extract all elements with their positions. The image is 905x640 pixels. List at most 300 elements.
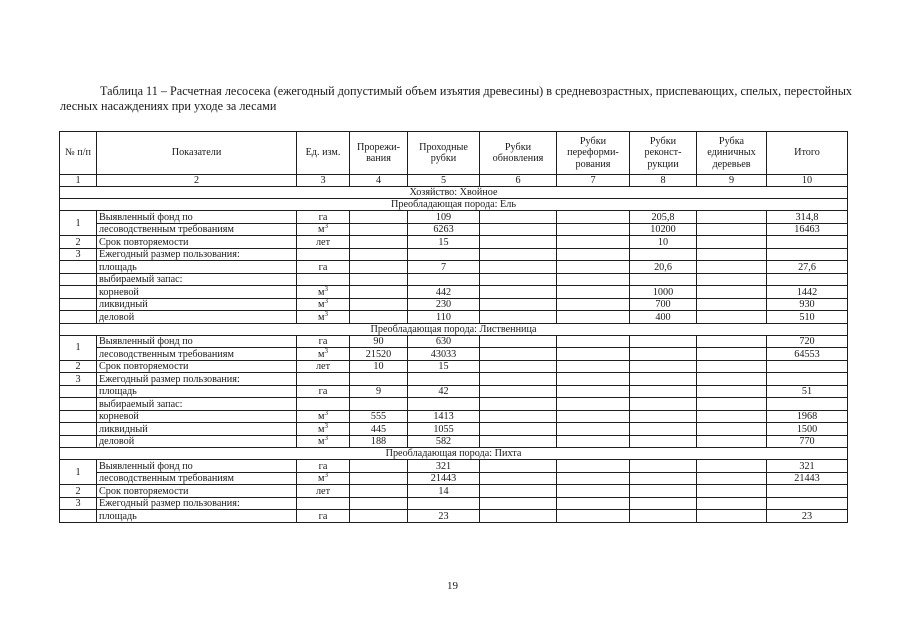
value-single [697,261,767,274]
unit-cell [297,348,350,361]
value-thinning [350,211,408,224]
value-single [697,373,767,386]
value-renewal [480,435,557,448]
value-total [767,360,848,373]
value-renewal [480,485,557,498]
row-num [60,423,97,436]
value-passage: 630 [408,335,480,348]
section-row-spruce [60,199,848,211]
unit-m: м [318,311,325,323]
value-thinning [350,273,408,286]
value-thinning [350,398,408,411]
value-renewal [480,460,557,473]
value-reconstr [630,348,697,361]
unit-cell [297,311,350,324]
unit-cell [297,223,350,236]
value-passage: 21443 [408,472,480,485]
row-label: Срок повторяемости [97,360,297,373]
value-renewal [480,286,557,299]
table-row [60,497,848,510]
row-num [60,510,97,523]
header-single: Рубка единичных деревьев [697,132,767,175]
value-single [697,472,767,485]
value-reform [557,298,630,311]
value-renewal [480,248,557,261]
row-label: Ежегодный размер пользования: [97,248,297,261]
value-thinning [350,223,408,236]
value-renewal [480,410,557,423]
value-reform [557,373,630,386]
value-passage [408,273,480,286]
value-renewal [480,398,557,411]
section-title-fir: Преобладающая порода: Пихта [60,448,848,460]
colnum: 2 [97,175,297,187]
value-total: 770 [767,435,848,448]
value-total: 1968 [767,410,848,423]
row-num [60,273,97,286]
row-label: Выявленный фонд по [97,460,297,473]
value-reconstr [630,360,697,373]
value-passage [408,398,480,411]
value-reform [557,398,630,411]
value-thinning: 188 [350,435,408,448]
value-reform [557,360,630,373]
unit-m: м [318,286,325,298]
row-num: 2 [60,360,97,373]
value-reform [557,510,630,523]
value-single [697,236,767,249]
value-total: 23 [767,510,848,523]
table-row [60,261,848,274]
unit-m: м [318,299,325,310]
value-passage: 109 [408,211,480,224]
value-passage: 43033 [408,348,480,361]
value-total: 1500 [767,423,848,436]
value-single [697,335,767,348]
value-renewal [480,236,557,249]
unit-cell [297,472,350,485]
unit-cell [297,298,350,311]
value-single [697,286,767,299]
row-label: Ежегодный размер пользования: [97,497,297,510]
unit-cell [297,410,350,423]
unit-sup: 3 [324,347,328,355]
farm-title: Хозяйство: Хвойное [60,187,848,199]
value-reconstr [630,460,697,473]
value-single [697,348,767,361]
value-single [697,248,767,261]
row-label: деловой [97,435,297,448]
value-total: 64553 [767,348,848,361]
row-num [60,385,97,398]
table-row [60,236,848,249]
table-row [60,298,848,311]
row-num [60,286,97,299]
table-row [60,410,848,423]
value-reform [557,273,630,286]
value-passage: 23 [408,510,480,523]
value-reform [557,385,630,398]
value-renewal [480,510,557,523]
table-row [60,485,848,498]
table-row [60,460,848,473]
table-row [60,510,848,523]
value-total: 314,8 [767,211,848,224]
value-thinning: 445 [350,423,408,436]
table-row [60,248,848,261]
unit-cell [297,286,350,299]
row-num [60,410,97,423]
value-total [767,485,848,498]
header-indicators: Показатели [97,132,297,175]
value-single [697,398,767,411]
row-num: 1 [60,335,97,360]
value-single [697,423,767,436]
row-label: Ежегодный размер пользования: [97,373,297,386]
value-passage [408,248,480,261]
value-reform [557,335,630,348]
row-num [60,311,97,324]
table-row [60,398,848,411]
value-renewal [480,348,557,361]
value-thinning [350,236,408,249]
value-reconstr [630,485,697,498]
colnum: 9 [697,175,767,187]
value-renewal [480,423,557,436]
table-row [60,472,848,485]
value-renewal [480,273,557,286]
table-caption: Таблица 11 – Расчетная лесосека (ежегодный допустимый объем изъятия древесины) в средневозрастных, приспевающих, спелых, перестойных лесных насаждениях при уходе за лесами [60,84,852,113]
value-renewal [480,472,557,485]
value-single [697,410,767,423]
row-num: 1 [60,211,97,236]
allowable-cut-table [59,131,848,523]
colnum: 7 [557,175,630,187]
value-single [697,298,767,311]
table-row [60,435,848,448]
unit-m: м [318,411,325,422]
unit-sup: 3 [324,422,328,430]
unit-cell: лет [297,236,350,249]
value-thinning [350,298,408,311]
value-reform [557,223,630,236]
value-total [767,236,848,249]
value-reform [557,261,630,274]
value-single [697,311,767,324]
value-reconstr [630,335,697,348]
value-renewal [480,211,557,224]
farm-row [60,187,848,199]
value-total: 21443 [767,472,848,485]
row-label: ликвидный [97,423,297,436]
value-single [697,460,767,473]
row-label: Выявленный фонд по [97,335,297,348]
unit-sup: 3 [324,223,328,230]
row-label: площадь [97,385,297,398]
table-row [60,273,848,286]
header-total: Итого [767,132,848,175]
colnum: 10 [767,175,848,187]
unit-cell [297,273,350,286]
value-renewal [480,335,557,348]
value-renewal [480,261,557,274]
unit-cell [297,248,350,261]
value-renewal [480,373,557,386]
value-thinning: 21520 [350,348,408,361]
value-reform [557,286,630,299]
value-thinning [350,472,408,485]
table-row [60,335,848,348]
value-reform [557,236,630,249]
value-reconstr [630,435,697,448]
section-title-spruce: Преобладающая порода: Ель [60,199,848,211]
value-passage: 110 [408,311,480,324]
value-single [697,273,767,286]
unit-m: м [318,473,325,484]
header-reform: Рубки переформи-рования [557,132,630,175]
value-passage: 14 [408,485,480,498]
value-reconstr: 700 [630,298,697,311]
section-title-larch: Преобладающая порода: Лиственница [60,323,848,335]
value-reconstr: 205,8 [630,211,697,224]
value-reconstr [630,510,697,523]
value-passage: 6263 [408,223,480,236]
value-passage: 1055 [408,423,480,436]
value-passage: 230 [408,298,480,311]
value-reform [557,311,630,324]
header-thinning: Прорежи-вания [350,132,408,175]
value-single [697,497,767,510]
value-thinning [350,261,408,274]
value-thinning: 9 [350,385,408,398]
value-reform [557,423,630,436]
row-num [60,435,97,448]
value-reconstr [630,472,697,485]
table-row [60,286,848,299]
unit-cell: лет [297,485,350,498]
unit-m: м [318,348,325,360]
row-label: лесоводственным требованиям [97,223,297,236]
value-thinning [350,460,408,473]
value-single [697,435,767,448]
unit-cell: га [297,211,350,224]
value-thinning [350,248,408,261]
value-single [697,360,767,373]
value-reform [557,497,630,510]
value-passage: 15 [408,236,480,249]
row-num: 2 [60,485,97,498]
unit-cell: га [297,385,350,398]
value-total: 51 [767,385,848,398]
unit-sup: 3 [324,410,328,417]
value-total [767,373,848,386]
value-total: 720 [767,335,848,348]
unit-cell: лет [297,360,350,373]
value-total: 930 [767,298,848,311]
value-reform [557,472,630,485]
value-reform [557,485,630,498]
unit-sup: 3 [324,435,328,442]
table-row [60,348,848,361]
value-reconstr [630,410,697,423]
value-renewal [480,311,557,324]
row-num: 3 [60,373,97,386]
value-passage: 582 [408,435,480,448]
value-single [697,223,767,236]
unit-cell: га [297,510,350,523]
value-reconstr [630,373,697,386]
row-num: 3 [60,497,97,510]
row-num: 1 [60,460,97,485]
table-row [60,311,848,324]
colnum: 8 [630,175,697,187]
row-label: Срок повторяемости [97,485,297,498]
value-renewal [480,223,557,236]
value-single [697,385,767,398]
value-total [767,248,848,261]
value-total: 27,6 [767,261,848,274]
header-reconstr: Рубки реконст-рукции [630,132,697,175]
value-reconstr [630,423,697,436]
value-total: 510 [767,311,848,324]
value-reform [557,348,630,361]
unit-sup: 3 [324,472,328,479]
value-single [697,510,767,523]
value-reconstr [630,248,697,261]
value-thinning [350,286,408,299]
table-row [60,211,848,224]
value-total [767,398,848,411]
row-num [60,261,97,274]
value-reconstr [630,273,697,286]
unit-m: м [318,436,325,447]
table-row [60,223,848,236]
row-label: выбираемый запас: [97,398,297,411]
row-num [60,298,97,311]
row-label: выбираемый запас: [97,273,297,286]
value-renewal [480,298,557,311]
value-reconstr [630,398,697,411]
row-label: Выявленный фонд по [97,211,297,224]
section-row-fir [60,448,848,460]
row-num [60,398,97,411]
value-total: 321 [767,460,848,473]
value-thinning [350,485,408,498]
value-reconstr [630,385,697,398]
unit-m: м [318,224,325,235]
row-num: 2 [60,236,97,249]
unit-cell [297,398,350,411]
header-row [60,132,848,175]
colnum: 6 [480,175,557,187]
table-row [60,373,848,386]
row-label: ликвидный [97,298,297,311]
value-renewal [480,385,557,398]
column-number-row [60,175,848,187]
row-label: лесоводственным требованиям [97,348,297,361]
value-passage: 442 [408,286,480,299]
value-total: 16463 [767,223,848,236]
header-unit: Ед. изм. [297,132,350,175]
colnum: 4 [350,175,408,187]
value-total [767,273,848,286]
value-passage: 1413 [408,410,480,423]
unit-cell [297,423,350,436]
value-thinning: 90 [350,335,408,348]
colnum: 5 [408,175,480,187]
value-reconstr: 10 [630,236,697,249]
value-thinning [350,311,408,324]
value-reform [557,248,630,261]
table-row [60,423,848,436]
value-thinning [350,497,408,510]
value-total: 1442 [767,286,848,299]
table-row [60,385,848,398]
unit-sup: 3 [324,285,328,293]
row-num: 3 [60,248,97,261]
header-passage: Проходные рубки [408,132,480,175]
colnum: 1 [60,175,97,187]
value-reconstr [630,497,697,510]
row-label: площадь [97,261,297,274]
row-label: корневой [97,410,297,423]
unit-sup: 3 [324,310,328,318]
unit-m: м [318,423,325,435]
value-thinning: 555 [350,410,408,423]
value-reconstr: 10200 [630,223,697,236]
value-thinning [350,510,408,523]
unit-cell [297,373,350,386]
row-label: лесоводственным требованиям [97,472,297,485]
value-reform [557,435,630,448]
header-num: № п/п [60,132,97,175]
value-thinning: 10 [350,360,408,373]
value-passage [408,497,480,510]
value-reform [557,410,630,423]
value-reconstr: 1000 [630,286,697,299]
value-passage: 321 [408,460,480,473]
unit-sup: 3 [324,298,328,305]
value-passage: 15 [408,360,480,373]
value-reconstr: 400 [630,311,697,324]
row-label: деловой [97,311,297,324]
value-total [767,497,848,510]
section-row-larch [60,323,848,335]
table-row [60,360,848,373]
value-renewal [480,360,557,373]
value-single [697,485,767,498]
header-renewal: Рубки обновления [480,132,557,175]
unit-cell: га [297,261,350,274]
value-reconstr: 20,6 [630,261,697,274]
value-passage [408,373,480,386]
value-thinning [350,373,408,386]
value-passage: 7 [408,261,480,274]
row-label: площадь [97,510,297,523]
value-reform [557,211,630,224]
page-number: 19 [447,580,458,592]
value-single [697,211,767,224]
unit-cell: га [297,460,350,473]
unit-cell: га [297,335,350,348]
unit-cell [297,435,350,448]
unit-cell [297,497,350,510]
value-reform [557,460,630,473]
row-label: Срок повторяемости [97,236,297,249]
value-passage: 42 [408,385,480,398]
colnum: 3 [297,175,350,187]
row-label: корневой [97,286,297,299]
